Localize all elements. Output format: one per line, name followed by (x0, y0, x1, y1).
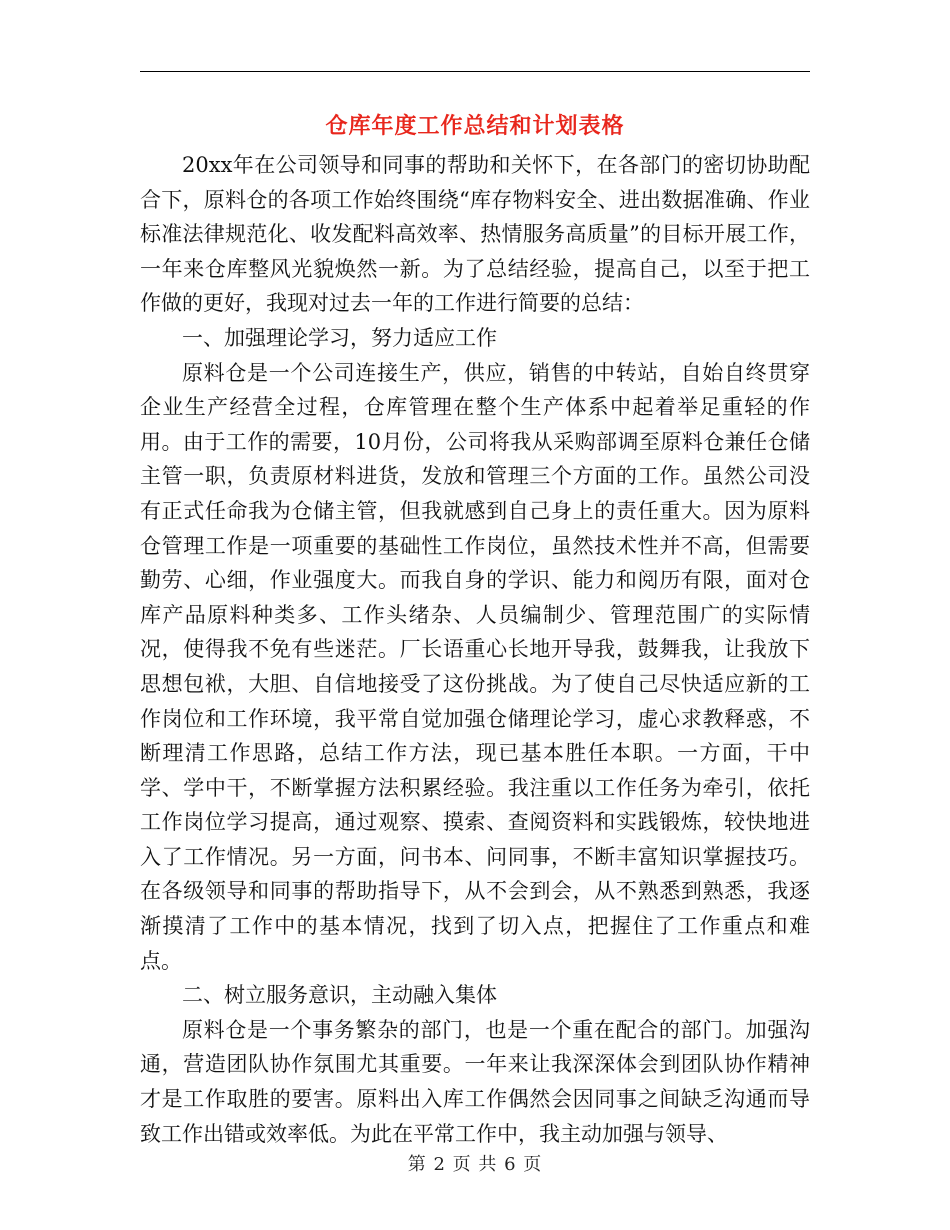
section-2-paragraph: 原料仓是一个事务繁杂的部门，也是一个重在配合的部门。加强沟通，营造团队协作氛围尤其重要。一年来让我深深体会到团队协作精神才是工作取胜的要害。原料出入库工作偶然会因同事之间缺乏沟通而导致工作出错或效率低。为此在平常工作中，我主动加强与领导、 (140, 1017, 810, 1146)
header-rule (140, 71, 810, 72)
document-body (140, 148, 810, 1151)
section-heading-2: 二、树立服务意识，主动融入集体 (182, 983, 497, 1008)
intro-paragraph: 20xx年在公司领导和同事的帮助和关怀下，在各部门的密切协助配合下，原料仓的各项工作始终围绕“库存物料安全、进出数据准确、作业标准法律规范化、收发配料高效率、热情服务高质量”的目标开展工作，一年来仓库整风光貌焕然一新。为了总结经验，提高自己，以至于把工作做的更好，我现对过去一年的工作进行简要的总结： (140, 153, 810, 316)
section-1-paragraph: 原料仓是一个公司连接生产，供应，销售的中转站，自始自终贯穿企业生产经营全过程，仓库管理在整个生产体系中起着举足重轻的作用。由于工作的需要，10月份，公司将我从采购部调至原料仓兼任仓储主管一职，负责原材料进货，发放和管理三个方面的工作。虽然公司没有正式任命我为仓储主管，但我就感到自己身上的责任重大。因为原料仓管理工作是一项重要的基础性工作岗位，虽然技术性并不高，但需要勤劳、心细，作业强度大。而我自身的学识、能力和阅历有限，面对仓库产品原料种类多、工作头绪杂、人员编制少、管理范围广的实际情况，使得我不免有些迷茫。厂长语重心长地开导我，鼓舞我，让我放下思想包袱，大胆、自信地接受了这份挑战。为了使自己尽快适应新的工作岗位和工作环境，我平常自觉加强仓储理论学习，虚心求教释惑，不断理清工作思路，总结工作方法，现已基本胜任本职。一方面，干中学、学中干，不断掌握方法积累经验。我注重以工作任务为牵引，依托工作岗位学习提高，通过观察、摸索、查阅资料和实践锻炼，较快地进入了工作情况。另一方面，问书本、问同事，不断丰富知识掌握技巧。在各级领导和同事的帮助指导下，从不会到会，从不熟悉到熟悉，我逐渐摸清了工作中的基本情况，找到了切入点，把握住了工作重点和难点。 (140, 360, 810, 973)
page-number-footer: 第 2 页 共 6 页 (407, 1154, 543, 1175)
document-title: 仓库年度工作总结和计划表格 (325, 113, 625, 139)
section-heading-1: 一、加强理论学习，努力适应工作 (182, 325, 497, 350)
